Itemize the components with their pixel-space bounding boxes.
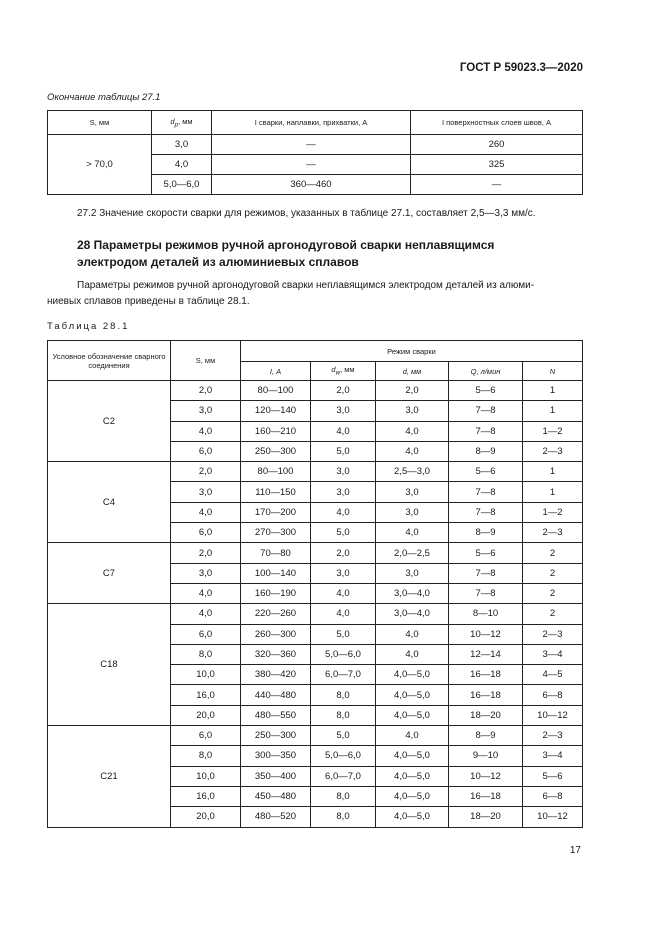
table-cell: 120—140	[241, 401, 311, 421]
table-cell: 3—4	[523, 746, 583, 766]
table-cell: 6—8	[523, 786, 583, 806]
header-current: I, А	[241, 362, 311, 381]
table-cell: 10—12	[449, 624, 523, 644]
table-cell: 160—190	[241, 583, 311, 603]
header-d: d, мм	[376, 362, 449, 381]
table-cell: 2—3	[523, 523, 583, 543]
table-cell: 5,0	[311, 726, 376, 746]
table-cell: 4,0	[311, 583, 376, 603]
table-cell: 3,0	[376, 482, 449, 502]
page-number: 17	[569, 845, 581, 856]
table-cell: 2	[523, 604, 583, 624]
table-cell: 350—400	[241, 766, 311, 786]
table-cell: —	[411, 175, 583, 195]
table-cell: 250—300	[241, 726, 311, 746]
table-cell: 1—2	[523, 502, 583, 522]
table-row	[48, 604, 583, 624]
table-cell: 80—100	[241, 381, 311, 401]
table-cell: 1	[523, 482, 583, 502]
header-s: S, мм	[171, 341, 241, 381]
table-cell: 20,0	[171, 807, 241, 827]
table-row	[48, 543, 583, 563]
table-cell: 110—150	[241, 482, 311, 502]
note-27-2: 27.2 Значение скорости сварки для режимов, указанных в таблице 27.1, составляет 2,5—3,3 мм/с.	[77, 208, 536, 219]
table-cell: 3,0	[376, 502, 449, 522]
table-cell: —	[212, 135, 411, 155]
table-cell: 4,0	[376, 644, 449, 664]
header-i-welding: I сварки, наплавки, прихватки, А	[212, 111, 411, 135]
table-cell: 3,0	[311, 462, 376, 482]
table-cell: 2,0	[376, 381, 449, 401]
table-row	[48, 381, 583, 401]
table-cell: 7—8	[449, 401, 523, 421]
table-row	[48, 726, 583, 746]
table-cell: 10—12	[523, 807, 583, 827]
table-28-1-label: Таблица 28.1	[47, 321, 130, 332]
table-cell: 4,0	[171, 502, 241, 522]
table-cell: 2,0	[171, 543, 241, 563]
table-cell: 8—9	[449, 441, 523, 461]
table-cell: 5—6	[449, 543, 523, 563]
table-cell: 16—18	[449, 786, 523, 806]
table-28-body	[48, 381, 583, 828]
table-cell: 5—6	[449, 381, 523, 401]
cell-joint-designation: С18	[48, 604, 171, 726]
section-28-title	[77, 237, 577, 271]
cell-joint-designation: С4	[48, 462, 171, 543]
table-cell: 360—460	[212, 175, 411, 195]
table-cell: 10,0	[171, 665, 241, 685]
table-cell: 100—140	[241, 563, 311, 583]
table-27-1	[47, 110, 583, 195]
table-cell: 16—18	[449, 685, 523, 705]
table-cell: 2—3	[523, 624, 583, 644]
table-cell: 4,0—5,0	[376, 786, 449, 806]
table-cell: 10,0	[171, 766, 241, 786]
table-cell: 5,0	[311, 441, 376, 461]
table-cell: 170—200	[241, 502, 311, 522]
table-cell: 7—8	[449, 482, 523, 502]
table-cell: 18—20	[449, 807, 523, 827]
table-cell: 250—300	[241, 441, 311, 461]
table-cell: 3,0	[376, 401, 449, 421]
header-joint: Условное обозначение сварного соединения	[48, 341, 171, 381]
table-cell: 4,0	[171, 583, 241, 603]
table-cell: 4,0—5,0	[376, 705, 449, 725]
table-cell: 2,0	[171, 381, 241, 401]
table-cell: 3,0	[152, 135, 212, 155]
header-dw: $d_w$, мм	[311, 362, 376, 381]
table-cell: 4,0	[376, 441, 449, 461]
table-cell: 2,0	[171, 462, 241, 482]
table-cell: 2,5—3,0	[376, 462, 449, 482]
table-cell: 12—14	[449, 644, 523, 664]
table-cell: 160—210	[241, 421, 311, 441]
table-cell: 5,0—6,0	[152, 175, 212, 195]
table-cell: 6,0	[171, 624, 241, 644]
table-cell: 480—550	[241, 705, 311, 725]
table-cell: 2,0	[311, 543, 376, 563]
table-cell: 4,0—5,0	[376, 685, 449, 705]
table-cell: 16—18	[449, 665, 523, 685]
table-cell: 4,0—5,0	[376, 807, 449, 827]
table-cell: 3,0—4,0	[376, 604, 449, 624]
table-cell: 4—5	[523, 665, 583, 685]
table-cell: 270—300	[241, 523, 311, 543]
table-cell: 4,0	[376, 726, 449, 746]
table-cell: 3,0	[311, 563, 376, 583]
table-cell: 18—20	[449, 705, 523, 725]
table-cell: 1	[523, 462, 583, 482]
table-cell: 3,0	[171, 482, 241, 502]
table-continuation-caption: Окончание таблицы 27.1	[47, 92, 161, 103]
table-cell: 8,0	[171, 746, 241, 766]
header-q: Q, л/мин	[449, 362, 523, 381]
table-cell: 4,0	[376, 421, 449, 441]
table-cell: 10—12	[449, 766, 523, 786]
table-cell: 440—480	[241, 685, 311, 705]
table-cell: 5—6	[523, 766, 583, 786]
table-cell: 1	[523, 381, 583, 401]
table-cell: 4,0—5,0	[376, 746, 449, 766]
table-cell: 8—9	[449, 726, 523, 746]
table-cell: 2—3	[523, 441, 583, 461]
table-cell: —	[212, 155, 411, 175]
section-title-line1: 28 Параметры режимов ручной аргонодуговой сварки неплавящимся	[77, 238, 495, 252]
cell-joint-designation: С7	[48, 543, 171, 604]
table-cell: 260	[411, 135, 583, 155]
table-cell: 6,0	[171, 726, 241, 746]
table-cell: 7—8	[449, 563, 523, 583]
table-cell: 16,0	[171, 786, 241, 806]
table-cell: 5,0	[311, 624, 376, 644]
table-cell: 10—12	[523, 705, 583, 725]
table-cell: 80—100	[241, 462, 311, 482]
table-cell: 6,0	[171, 523, 241, 543]
table-cell: 7—8	[449, 421, 523, 441]
table-cell: 4,0	[376, 624, 449, 644]
table-cell: 6,0—7,0	[311, 766, 376, 786]
header-dp: $d_р$, мм	[152, 111, 212, 135]
cell-joint-designation: С21	[48, 726, 171, 827]
table-cell: 3—4	[523, 644, 583, 664]
table-cell: 8,0	[171, 644, 241, 664]
table-cell: 16,0	[171, 685, 241, 705]
section-title-line2: электродом деталей из алюминиевых сплавов	[77, 255, 359, 269]
table-cell: 380—420	[241, 665, 311, 685]
table-cell: 8—10	[449, 604, 523, 624]
table-cell: 5,0—6,0	[311, 644, 376, 664]
section-paragraph-line2: ниевых сплавов приведены в таблице 28.1.	[47, 296, 250, 307]
table-cell: 2—3	[523, 726, 583, 746]
table-cell: 8,0	[311, 786, 376, 806]
table-cell: 4,0	[376, 523, 449, 543]
header-s: S, мм	[48, 111, 152, 135]
table-cell: 4,0	[152, 155, 212, 175]
table-cell: 8,0	[311, 685, 376, 705]
table-cell: 8,0	[311, 705, 376, 725]
table-cell: 5—6	[449, 462, 523, 482]
table-cell: 2	[523, 583, 583, 603]
header-i-surface: I поверхностных слоев швов, А	[411, 111, 583, 135]
table-cell: 2,0—2,5	[376, 543, 449, 563]
document-header: ГОСТ Р 59023.3—2020	[459, 62, 583, 74]
table-cell: 6—8	[523, 685, 583, 705]
header-n: N	[523, 362, 583, 381]
table-cell: 325	[411, 155, 583, 175]
table-cell: 70—80	[241, 543, 311, 563]
table-cell: 3,0	[376, 563, 449, 583]
table-cell: 7—8	[449, 502, 523, 522]
table-row	[48, 135, 583, 155]
table-cell: 7—8	[449, 583, 523, 603]
table-cell: 3,0	[171, 563, 241, 583]
table-cell: 6,0	[171, 441, 241, 461]
section-paragraph-line1: Параметры режимов ручной аргонодуговой сварки неплавящимся электродом деталей из алюми-	[77, 280, 535, 291]
table-cell: 1—2	[523, 421, 583, 441]
table-cell: 480—520	[241, 807, 311, 827]
table-27-body	[48, 135, 583, 195]
table-cell: 3,0	[171, 401, 241, 421]
table-28-1	[47, 340, 583, 828]
table-cell: 300—350	[241, 746, 311, 766]
table-cell: 2	[523, 563, 583, 583]
table-cell: 4,0	[171, 421, 241, 441]
table-cell: 4,0—5,0	[376, 766, 449, 786]
table-cell: 5,0	[311, 523, 376, 543]
table-cell: 8,0	[311, 807, 376, 827]
table-cell: 8—9	[449, 523, 523, 543]
table-cell: 3,0	[311, 482, 376, 502]
cell-s: > 70,0	[48, 135, 152, 195]
table-row	[48, 462, 583, 482]
table-cell: 4,0	[311, 604, 376, 624]
table-cell: 4,0	[311, 502, 376, 522]
table-cell: 220—260	[241, 604, 311, 624]
header-mode: Режим сварки	[241, 341, 583, 362]
table-cell: 4,0—5,0	[376, 665, 449, 685]
table-cell: 6,0—7,0	[311, 665, 376, 685]
cell-joint-designation: С2	[48, 381, 171, 462]
table-cell: 3,0—4,0	[376, 583, 449, 603]
table-cell: 2,0	[311, 381, 376, 401]
table-cell: 4,0	[171, 604, 241, 624]
table-cell: 9—10	[449, 746, 523, 766]
table-cell: 5,0—6,0	[311, 746, 376, 766]
table-cell: 450—480	[241, 786, 311, 806]
table-cell: 20,0	[171, 705, 241, 725]
table-cell: 4,0	[311, 421, 376, 441]
table-cell: 3,0	[311, 401, 376, 421]
table-cell: 260—300	[241, 624, 311, 644]
table-cell: 2	[523, 543, 583, 563]
table-cell: 1	[523, 401, 583, 421]
table-cell: 320—360	[241, 644, 311, 664]
